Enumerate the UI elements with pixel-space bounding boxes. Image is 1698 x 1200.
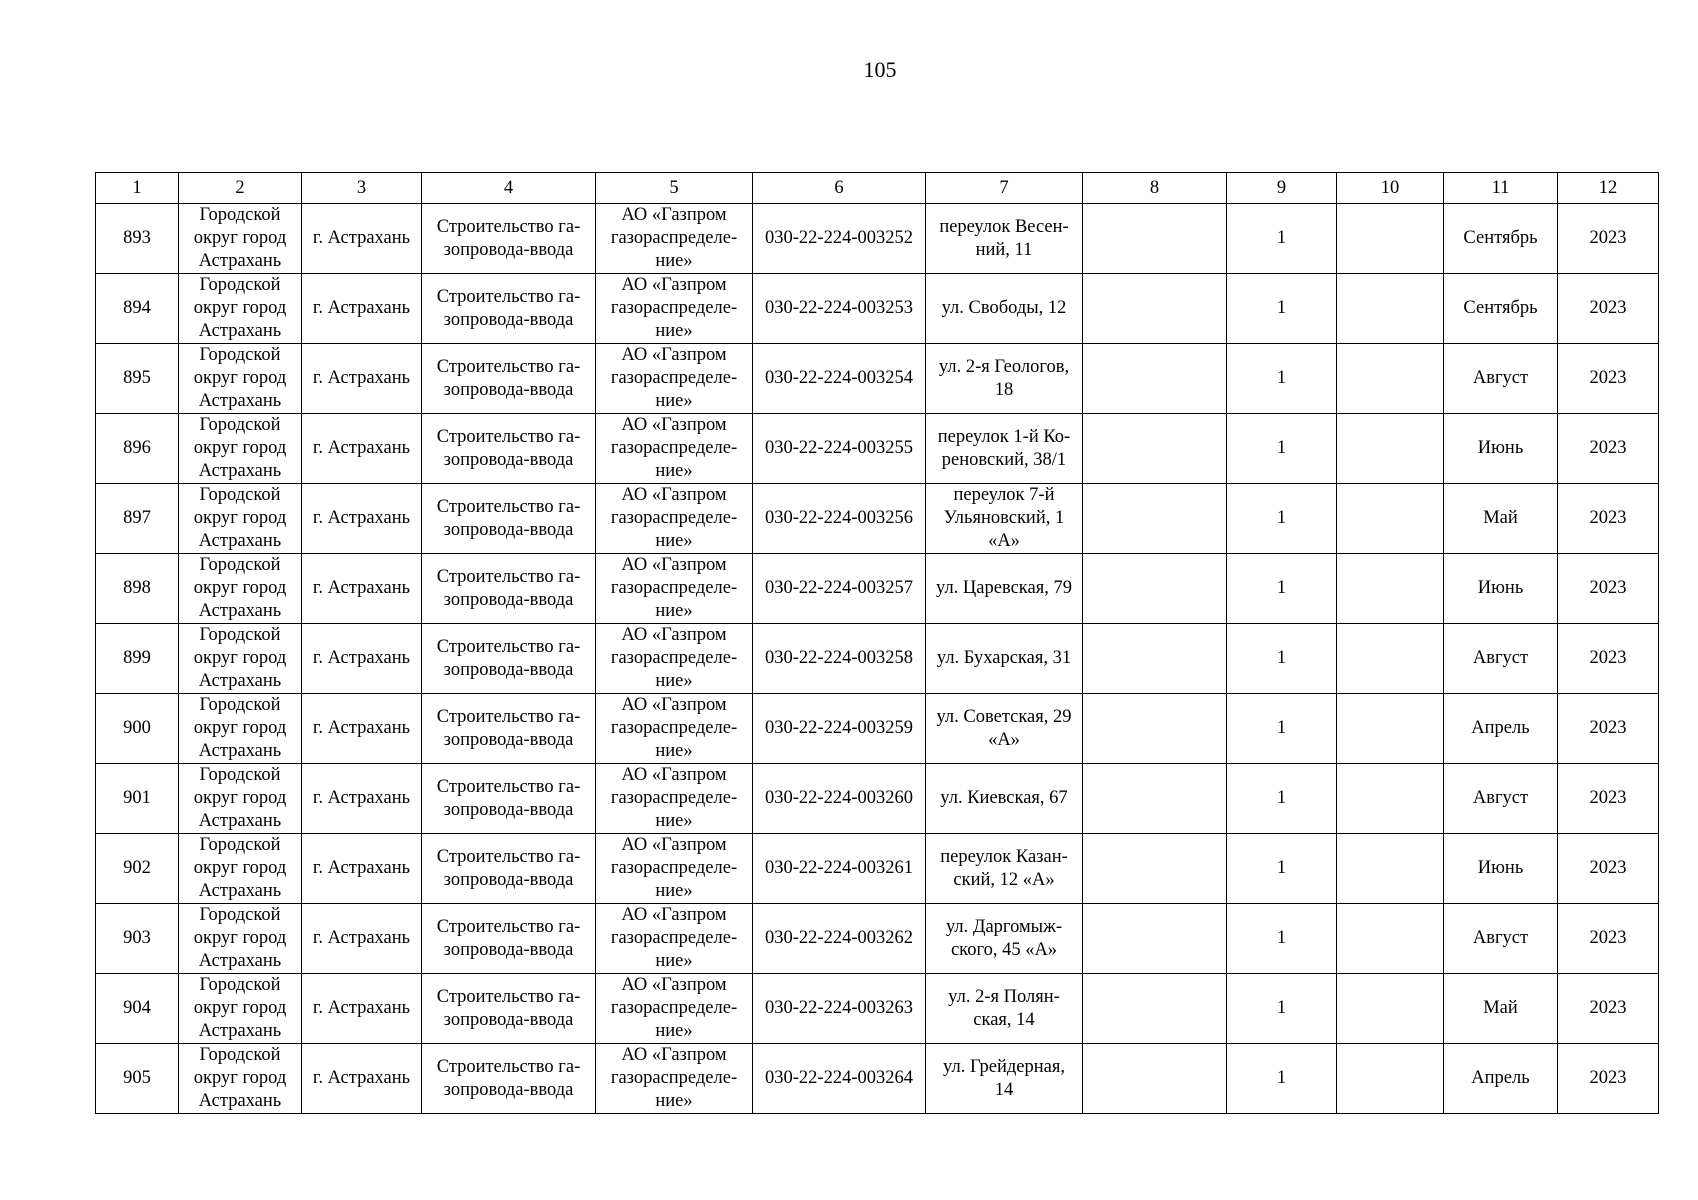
organization-cell: АО «Газпром газораспределе- ние» [596, 974, 753, 1044]
table-row [96, 974, 1659, 1044]
year-cell: 2023 [1558, 764, 1659, 834]
table-header [96, 173, 1659, 204]
city-cell: г. Астрахань [302, 764, 422, 834]
column-10-cell [1337, 484, 1444, 554]
organization-cell: АО «Газпром газораспределе- ние» [596, 834, 753, 904]
district-cell: Городской округ город Астрахань [179, 414, 302, 484]
column-10-cell [1337, 624, 1444, 694]
organization-cell: АО «Газпром газораспределе- ние» [596, 624, 753, 694]
city-cell: г. Астрахань [302, 834, 422, 904]
column-8-cell [1083, 834, 1227, 904]
column-8-cell [1083, 274, 1227, 344]
column-8-cell [1083, 554, 1227, 624]
work-type-cell: Строительство га- зопровода-ввода [422, 624, 596, 694]
quantity-cell: 1 [1227, 694, 1337, 764]
object-code-cell: 030-22-224-003262 [753, 904, 926, 974]
row-number: 902 [96, 834, 179, 904]
district-cell: Городской округ город Астрахань [179, 834, 302, 904]
year-cell: 2023 [1558, 274, 1659, 344]
column-header-12: 12 [1558, 173, 1659, 204]
object-code-cell: 030-22-224-003253 [753, 274, 926, 344]
quantity-cell: 1 [1227, 834, 1337, 904]
quantity-cell: 1 [1227, 204, 1337, 274]
address-cell: ул. 2-я Полян- ская, 14 [926, 974, 1083, 1044]
row-number: 901 [96, 764, 179, 834]
year-cell: 2023 [1558, 554, 1659, 624]
column-header-6: 6 [753, 173, 926, 204]
column-header-4: 4 [422, 173, 596, 204]
city-cell: г. Астрахань [302, 414, 422, 484]
work-type-cell: Строительство га- зопровода-ввода [422, 764, 596, 834]
column-8-cell [1083, 484, 1227, 554]
object-code-cell: 030-22-224-003263 [753, 974, 926, 1044]
row-number: 897 [96, 484, 179, 554]
table-row [96, 1044, 1659, 1114]
column-8-cell [1083, 344, 1227, 414]
work-type-cell: Строительство га- зопровода-ввода [422, 204, 596, 274]
quantity-cell: 1 [1227, 484, 1337, 554]
table-row [96, 904, 1659, 974]
quantity-cell: 1 [1227, 764, 1337, 834]
month-cell: Август [1444, 764, 1558, 834]
column-header-3: 3 [302, 173, 422, 204]
city-cell: г. Астрахань [302, 624, 422, 694]
address-cell: ул. Советская, 29 «А» [926, 694, 1083, 764]
organization-cell: АО «Газпром газораспределе- ние» [596, 414, 753, 484]
year-cell: 2023 [1558, 694, 1659, 764]
city-cell: г. Астрахань [302, 694, 422, 764]
column-10-cell [1337, 974, 1444, 1044]
address-cell: ул. Свободы, 12 [926, 274, 1083, 344]
work-type-cell: Строительство га- зопровода-ввода [422, 974, 596, 1044]
address-cell: переулок Весен- ний, 11 [926, 204, 1083, 274]
table-row [96, 414, 1659, 484]
object-code-cell: 030-22-224-003254 [753, 344, 926, 414]
quantity-cell: 1 [1227, 974, 1337, 1044]
city-cell: г. Астрахань [302, 344, 422, 414]
district-cell: Городской округ город Астрахань [179, 344, 302, 414]
row-number: 898 [96, 554, 179, 624]
quantity-cell: 1 [1227, 624, 1337, 694]
column-10-cell [1337, 274, 1444, 344]
address-cell: ул. Бухарская, 31 [926, 624, 1083, 694]
address-cell: ул. Даргомыж- ского, 45 «А» [926, 904, 1083, 974]
month-cell: Август [1444, 624, 1558, 694]
table-row [96, 694, 1659, 764]
year-cell: 2023 [1558, 204, 1659, 274]
month-cell: Сентябрь [1444, 274, 1558, 344]
organization-cell: АО «Газпром газораспределе- ние» [596, 554, 753, 624]
table-row [96, 834, 1659, 904]
quantity-cell: 1 [1227, 414, 1337, 484]
column-8-cell [1083, 414, 1227, 484]
column-8-cell [1083, 764, 1227, 834]
organization-cell: АО «Газпром газораспределе- ние» [596, 344, 753, 414]
work-type-cell: Строительство га- зопровода-ввода [422, 414, 596, 484]
address-cell: ул. 2-я Геологов, 18 [926, 344, 1083, 414]
organization-cell: АО «Газпром газораспределе- ние» [596, 694, 753, 764]
month-cell: Июнь [1444, 554, 1558, 624]
quantity-cell: 1 [1227, 554, 1337, 624]
column-8-cell [1083, 204, 1227, 274]
object-code-cell: 030-22-224-003259 [753, 694, 926, 764]
address-cell: ул. Киевская, 67 [926, 764, 1083, 834]
object-code-cell: 030-22-224-003261 [753, 834, 926, 904]
object-code-cell: 030-22-224-003257 [753, 554, 926, 624]
work-type-cell: Строительство га- зопровода-ввода [422, 694, 596, 764]
column-8-cell [1083, 904, 1227, 974]
table-body [96, 204, 1659, 1114]
month-cell: Апрель [1444, 1044, 1558, 1114]
column-header-10: 10 [1337, 173, 1444, 204]
quantity-cell: 1 [1227, 904, 1337, 974]
row-number: 895 [96, 344, 179, 414]
column-8-cell [1083, 624, 1227, 694]
quantity-cell: 1 [1227, 1044, 1337, 1114]
row-number: 899 [96, 624, 179, 694]
district-cell: Городской округ город Астрахань [179, 694, 302, 764]
year-cell: 2023 [1558, 414, 1659, 484]
object-code-cell: 030-22-224-003264 [753, 1044, 926, 1114]
address-cell: ул. Царевская, 79 [926, 554, 1083, 624]
column-10-cell [1337, 834, 1444, 904]
column-header-8: 8 [1083, 173, 1227, 204]
organization-cell: АО «Газпром газораспределе- ние» [596, 274, 753, 344]
district-cell: Городской округ город Астрахань [179, 904, 302, 974]
object-code-cell: 030-22-224-003260 [753, 764, 926, 834]
column-8-cell [1083, 974, 1227, 1044]
month-cell: Сентябрь [1444, 204, 1558, 274]
column-8-cell [1083, 694, 1227, 764]
column-10-cell [1337, 1044, 1444, 1114]
address-cell: переулок 1-й Ко- реновский, 38/1 [926, 414, 1083, 484]
city-cell: г. Астрахань [302, 554, 422, 624]
month-cell: Май [1444, 484, 1558, 554]
register-table [95, 172, 1659, 1114]
column-10-cell [1337, 414, 1444, 484]
address-cell: переулок Казан- ский, 12 «А» [926, 834, 1083, 904]
work-type-cell: Строительство га- зопровода-ввода [422, 344, 596, 414]
table-row [96, 764, 1659, 834]
column-10-cell [1337, 554, 1444, 624]
work-type-cell: Строительство га- зопровода-ввода [422, 554, 596, 624]
row-number: 893 [96, 204, 179, 274]
work-type-cell: Строительство га- зопровода-ввода [422, 1044, 596, 1114]
year-cell: 2023 [1558, 974, 1659, 1044]
column-10-cell [1337, 344, 1444, 414]
organization-cell: АО «Газпром газораспределе- ние» [596, 764, 753, 834]
work-type-cell: Строительство га- зопровода-ввода [422, 904, 596, 974]
table-row [96, 484, 1659, 554]
district-cell: Городской округ город Астрахань [179, 274, 302, 344]
district-cell: Городской округ город Астрахань [179, 764, 302, 834]
column-10-cell [1337, 204, 1444, 274]
organization-cell: АО «Газпром газораспределе- ние» [596, 484, 753, 554]
organization-cell: АО «Газпром газораспределе- ние» [596, 1044, 753, 1114]
column-8-cell [1083, 1044, 1227, 1114]
column-header-11: 11 [1444, 173, 1558, 204]
organization-cell: АО «Газпром газораспределе- ние» [596, 204, 753, 274]
column-header-9: 9 [1227, 173, 1337, 204]
row-number: 896 [96, 414, 179, 484]
object-code-cell: 030-22-224-003258 [753, 624, 926, 694]
month-cell: Май [1444, 974, 1558, 1044]
city-cell: г. Астрахань [302, 204, 422, 274]
quantity-cell: 1 [1227, 344, 1337, 414]
work-type-cell: Строительство га- зопровода-ввода [422, 274, 596, 344]
column-10-cell [1337, 694, 1444, 764]
table-row [96, 344, 1659, 414]
row-number: 904 [96, 974, 179, 1044]
city-cell: г. Астрахань [302, 974, 422, 1044]
work-type-cell: Строительство га- зопровода-ввода [422, 484, 596, 554]
month-cell: Июнь [1444, 834, 1558, 904]
district-cell: Городской округ город Астрахань [179, 554, 302, 624]
city-cell: г. Астрахань [302, 1044, 422, 1114]
table-row [96, 554, 1659, 624]
row-number: 903 [96, 904, 179, 974]
table-row [96, 204, 1659, 274]
column-header-7: 7 [926, 173, 1083, 204]
object-code-cell: 030-22-224-003256 [753, 484, 926, 554]
city-cell: г. Астрахань [302, 274, 422, 344]
page-number: 105 [863, 57, 897, 82]
month-cell: Июнь [1444, 414, 1558, 484]
table-row [96, 274, 1659, 344]
column-10-cell [1337, 904, 1444, 974]
district-cell: Городской округ город Астрахань [179, 1044, 302, 1114]
quantity-cell: 1 [1227, 274, 1337, 344]
address-cell: переулок 7-й Ульяновский, 1 «А» [926, 484, 1083, 554]
row-number: 905 [96, 1044, 179, 1114]
column-header-5: 5 [596, 173, 753, 204]
year-cell: 2023 [1558, 344, 1659, 414]
month-cell: Август [1444, 344, 1558, 414]
address-cell: ул. Грейдерная, 14 [926, 1044, 1083, 1114]
month-cell: Август [1444, 904, 1558, 974]
district-cell: Городской округ город Астрахань [179, 204, 302, 274]
district-cell: Городской округ город Астрахань [179, 484, 302, 554]
month-cell: Апрель [1444, 694, 1558, 764]
header-row [96, 173, 1659, 204]
organization-cell: АО «Газпром газораспределе- ние» [596, 904, 753, 974]
column-10-cell [1337, 764, 1444, 834]
year-cell: 2023 [1558, 1044, 1659, 1114]
object-code-cell: 030-22-224-003252 [753, 204, 926, 274]
column-header-2: 2 [179, 173, 302, 204]
year-cell: 2023 [1558, 904, 1659, 974]
year-cell: 2023 [1558, 484, 1659, 554]
city-cell: г. Астрахань [302, 484, 422, 554]
city-cell: г. Астрахань [302, 904, 422, 974]
year-cell: 2023 [1558, 624, 1659, 694]
column-header-1: 1 [96, 173, 179, 204]
district-cell: Городской округ город Астрахань [179, 624, 302, 694]
row-number: 900 [96, 694, 179, 764]
table-row [96, 624, 1659, 694]
row-number: 894 [96, 274, 179, 344]
district-cell: Городской округ город Астрахань [179, 974, 302, 1044]
work-type-cell: Строительство га- зопровода-ввода [422, 834, 596, 904]
object-code-cell: 030-22-224-003255 [753, 414, 926, 484]
year-cell: 2023 [1558, 834, 1659, 904]
